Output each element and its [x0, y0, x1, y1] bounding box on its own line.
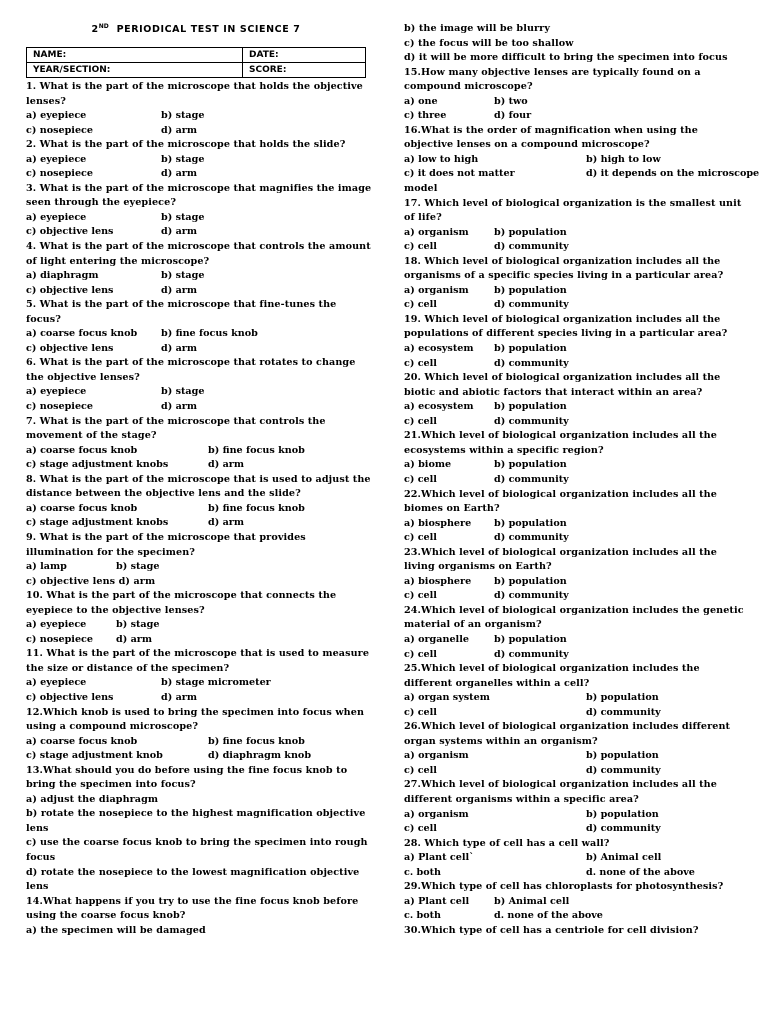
left-column: [26, 0, 372, 938]
answer-choice[interactable]: a) lamp: [26, 561, 67, 573]
answer-choice[interactable]: a) ecosystem: [404, 343, 474, 355]
question-line: organisms of a specific species living in a particular area?: [404, 270, 724, 282]
answer-choice[interactable]: b) Animal cell: [586, 852, 662, 864]
question-line: 13.What should you do before using the fine focus knob to: [26, 764, 348, 776]
answer-choice[interactable]: c) cell: [404, 415, 437, 427]
question-line: b) rotate the nosepiece to the highest magnification objective: [26, 808, 366, 820]
answer-options-row: [404, 167, 760, 182]
answer-options-row: [404, 589, 744, 604]
question-line: of light entering the microscope?: [26, 255, 210, 267]
answer-options-row: [404, 909, 744, 924]
question-line: 7. What is the part of the microscope that controls the: [26, 415, 326, 427]
question-line: different organisms within a specific area?: [404, 793, 639, 805]
question-line: biomes on Earth?: [404, 503, 500, 515]
answer-options-row: [404, 458, 744, 473]
answer-options-row: [26, 516, 366, 531]
answer-choice[interactable]: a) eyepiece: [26, 386, 87, 398]
answer-choice[interactable]: b) fine focus knob: [208, 735, 305, 747]
answer-options-row: [26, 284, 366, 299]
question-line: 25.Which level of biological organization includes the: [404, 663, 700, 675]
answer-choice[interactable]: c) cell: [404, 357, 437, 369]
left-questions: [26, 80, 372, 938]
question-line: 21.Which level of biological organization includes all the: [404, 430, 717, 442]
answer-choice[interactable]: c) three: [404, 110, 447, 122]
date-field[interactable]: DATE:: [243, 48, 366, 63]
question-line: lens: [26, 881, 49, 893]
answer-options-row: [26, 676, 366, 691]
answer-options-row: [404, 226, 744, 241]
question-line: the objective lenses?: [26, 371, 140, 383]
student-info-table: [26, 47, 366, 78]
answer-choice[interactable]: c) cell: [404, 764, 437, 776]
answer-options-row: [404, 109, 744, 124]
answer-choice[interactable]: b) stage micrometer: [161, 677, 271, 689]
answer-choice[interactable]: d) arm: [161, 691, 198, 703]
answer-choice[interactable]: a) biosphere: [404, 517, 472, 529]
answer-choice[interactable]: a) coarse focus knob: [26, 502, 138, 514]
question-line: 11. What is the part of the microscope that is used to measure: [26, 648, 370, 660]
question-line: populations of different species living in a particular area?: [404, 328, 728, 340]
answer-choice[interactable]: c) cell: [404, 706, 437, 718]
answer-options-row: [404, 575, 744, 590]
answer-options-row: [26, 400, 366, 415]
answer-options-row: [26, 225, 366, 240]
answer-choice[interactable]: b) Animal cell: [494, 895, 570, 907]
question-line: bring the specimen into focus?: [26, 779, 196, 791]
answer-options-row: [404, 895, 744, 910]
answer-choice[interactable]: a) biome: [404, 459, 452, 471]
answer-options-row: [26, 735, 366, 750]
answer-choice[interactable]: c) cell: [404, 299, 437, 311]
answer-choice[interactable]: a) eyepiece: [26, 153, 87, 165]
answer-choice[interactable]: c) objective lens: [26, 691, 114, 703]
year-section-field[interactable]: YEAR/SECTION:: [27, 63, 243, 78]
answer-choice[interactable]: b) stage: [161, 211, 205, 223]
answer-choice[interactable]: d) it depends on the microscope: [586, 168, 760, 180]
answer-choice[interactable]: a) eyepiece: [26, 619, 87, 631]
answer-choice[interactable]: d) community: [494, 532, 569, 544]
answer-choice[interactable]: a) biosphere: [404, 575, 472, 587]
answer-choice[interactable]: d) arm: [116, 633, 153, 645]
question-line: 9. What is the part of the microscope that provides: [26, 531, 306, 543]
answer-choice[interactable]: b) stage: [161, 386, 205, 398]
question-line: c) objective lens d) arm: [26, 575, 156, 587]
question-line: 20. Which level of biological organization includes all the: [404, 372, 721, 384]
answer-options-row: [404, 706, 744, 721]
score-field[interactable]: SCORE:: [243, 63, 366, 78]
answer-choice[interactable]: b) stage: [161, 110, 205, 122]
answer-choice[interactable]: b) population: [494, 575, 567, 587]
answer-options-row: [404, 400, 744, 415]
answer-choice[interactable]: d) community: [586, 764, 661, 776]
answer-choice[interactable]: b) population: [494, 343, 567, 355]
question-line: distance between the objective lens and the slide?: [26, 488, 301, 500]
answer-choice[interactable]: a) Plant cell`: [404, 852, 474, 864]
answer-options-row: [404, 415, 744, 430]
answer-choice[interactable]: b) two: [494, 95, 528, 107]
answer-choice[interactable]: d) community: [494, 241, 569, 253]
answer-options-row: [404, 633, 744, 648]
answer-options-row: [26, 269, 366, 284]
answer-choice[interactable]: d) community: [494, 299, 569, 311]
question-line: 12.Which knob is used to bring the specimen into focus when: [26, 706, 365, 718]
answer-options-row: [26, 385, 366, 400]
question-line: focus: [26, 851, 56, 863]
answer-options-row: [404, 851, 744, 866]
question-line: d) it will be more difficult to bring the specimen into focus: [404, 52, 728, 64]
question-line: lens: [26, 822, 49, 834]
name-field[interactable]: NAME:: [27, 48, 243, 63]
question-line: living organisms on Earth?: [404, 561, 552, 573]
answer-options-row: [404, 95, 744, 110]
answer-choice[interactable]: d) community: [494, 473, 569, 485]
question-line: ecosystems within a specific region?: [404, 444, 604, 456]
question-line: 26.Which level of biological organization includes different: [404, 721, 731, 733]
question-line: using the coarse focus knob?: [26, 910, 186, 922]
answer-options-row: [404, 822, 744, 837]
answer-options-row: [26, 502, 366, 517]
answer-choice[interactable]: c) it does not matter: [404, 168, 515, 180]
answer-options-row: [404, 342, 744, 357]
answer-options-row: [404, 240, 744, 255]
question-line: focus?: [26, 313, 61, 325]
answer-choice[interactable]: c. both: [404, 866, 442, 878]
answer-choice[interactable]: b) stage: [116, 619, 160, 631]
answer-options-row: [26, 167, 366, 182]
answer-options-row: [404, 866, 744, 881]
question-line: 27.Which level of biological organization includes all the: [404, 779, 717, 791]
answer-choice[interactable]: a) organelle: [404, 633, 469, 645]
question-line: 14.What happens if you try to use the fine focus knob before: [26, 895, 359, 907]
answer-choice[interactable]: b) population: [494, 284, 567, 296]
answer-choice[interactable]: b) fine focus knob: [161, 328, 258, 340]
answer-choice[interactable]: b) population: [494, 459, 567, 471]
answer-choice[interactable]: d) community: [586, 823, 661, 835]
question-line: movement of the stage?: [26, 430, 157, 442]
answer-choice[interactable]: c) objective lens: [26, 226, 114, 238]
answer-choice[interactable]: c) cell: [404, 473, 437, 485]
answer-options-row: [26, 749, 366, 764]
answer-choice[interactable]: c) nosepiece: [26, 168, 94, 180]
answer-choice[interactable]: a) diaphragm: [26, 270, 99, 282]
answer-options-row: [404, 357, 744, 372]
answer-choice[interactable]: a) eyepiece: [26, 211, 87, 223]
answer-choice[interactable]: d) arm: [161, 401, 198, 413]
answer-choice[interactable]: b) population: [494, 517, 567, 529]
question-line: organ systems within an organism?: [404, 735, 598, 747]
answer-options-row: [404, 764, 744, 779]
question-line: 29.Which type of cell has chloroplasts for photosynthesis?: [404, 881, 724, 893]
answer-choice[interactable]: a) coarse focus knob: [26, 735, 138, 747]
answer-choice[interactable]: a) one: [404, 95, 438, 107]
answer-options-row: [404, 298, 744, 313]
answer-choice[interactable]: a) low to high: [404, 153, 479, 165]
right-column: [404, 0, 760, 938]
answer-choice[interactable]: d. none of the above: [494, 910, 603, 922]
answer-options-row: [26, 618, 366, 633]
question-line: 15.How many objective lenses are typically found on a: [404, 66, 701, 78]
answer-choice[interactable]: c) stage adjustment knob: [26, 750, 163, 762]
answer-options-row: [26, 153, 366, 168]
answer-choice[interactable]: b) population: [494, 401, 567, 413]
question-line: 23.Which level of biological organization includes all the: [404, 546, 717, 558]
answer-options-row: [26, 124, 366, 139]
question-line: model: [404, 183, 438, 195]
answer-options-row: [404, 517, 744, 532]
question-line: 10. What is the part of the microscope that connects the: [26, 590, 337, 602]
answer-choice[interactable]: c) objective lens: [26, 284, 114, 296]
answer-choice[interactable]: b) population: [586, 750, 659, 762]
answer-options-row: [26, 560, 366, 575]
answer-options-row: [404, 153, 744, 168]
answer-choice[interactable]: a) eyepiece: [26, 677, 87, 689]
answer-choice[interactable]: b) population: [586, 692, 659, 704]
answer-options-row: [404, 284, 744, 299]
answer-choice[interactable]: d) community: [494, 415, 569, 427]
answer-choice[interactable]: a) ecosystem: [404, 401, 474, 413]
answer-choice[interactable]: d) community: [494, 357, 569, 369]
answer-choice[interactable]: d. none of the above: [586, 866, 695, 878]
answer-choice[interactable]: d) arm: [161, 342, 198, 354]
answer-choice[interactable]: b) stage: [116, 561, 160, 573]
answer-choice[interactable]: b) high to low: [586, 153, 661, 165]
answer-choice[interactable]: c) nosepiece: [26, 124, 94, 136]
answer-choice[interactable]: a) organ system: [404, 692, 490, 704]
answer-choice[interactable]: c) cell: [404, 241, 437, 253]
answer-choice[interactable]: a) coarse focus knob: [26, 444, 138, 456]
question-line: 3. What is the part of the microscope that magnifies the image: [26, 182, 372, 194]
right-questions: [404, 22, 760, 938]
test-title: 2ND PERIODICAL TEST IN SCIENCE 7: [91, 23, 301, 35]
question-line: a) the specimen will be damaged: [26, 924, 206, 936]
answer-options-row: [26, 109, 366, 124]
question-line: 17. Which level of biological organization is the smallest unit: [404, 197, 742, 209]
answer-choice[interactable]: d) arm: [161, 226, 198, 238]
question-line: biotic and abiotic factors that interact within an area?: [404, 386, 703, 398]
question-line: 2. What is the part of the microscope that holds the slide?: [26, 139, 346, 151]
answer-choice[interactable]: c) cell: [404, 532, 437, 544]
question-line: different organelles within a cell?: [404, 677, 590, 689]
answer-options-row: [26, 633, 366, 648]
answer-choice[interactable]: d) four: [494, 110, 532, 122]
answer-choice[interactable]: c) cell: [404, 590, 437, 602]
answer-choice[interactable]: b) stage: [161, 153, 205, 165]
answer-choice[interactable]: c) stage adjustment knobs: [26, 459, 169, 471]
answer-choice[interactable]: b) population: [494, 633, 567, 645]
answer-choice[interactable]: d) arm: [161, 284, 198, 296]
answer-choice[interactable]: b) population: [494, 226, 567, 238]
answer-choice[interactable]: a) organism: [404, 226, 469, 238]
answer-choice[interactable]: b) population: [586, 808, 659, 820]
question-line: 5. What is the part of the microscope that fine-tunes the: [26, 299, 337, 311]
question-line: illumination for the specimen?: [26, 546, 196, 558]
question-line: a) adjust the diaphragm: [26, 793, 159, 805]
question-line: d) rotate the nosepiece to the lowest magnification objective: [26, 866, 360, 878]
question-line: 1. What is the part of the microscope that holds the objective: [26, 81, 363, 92]
question-line: of life?: [404, 212, 442, 224]
question-line: 6. What is the part of the microscope that rotates to change: [26, 357, 356, 369]
question-line: 16.What is the order of magnification when using the: [404, 124, 698, 136]
answer-choice[interactable]: d) arm: [161, 124, 198, 136]
question-line: 8. What is the part of the microscope that is used to adjust the: [26, 473, 371, 485]
question-line: seen through the eyepiece?: [26, 197, 177, 209]
answer-choice[interactable]: d) community: [586, 706, 661, 718]
answer-options-row: [26, 211, 366, 226]
answer-options-row: [404, 808, 744, 823]
answer-choice[interactable]: d) arm: [208, 459, 245, 471]
answer-choice[interactable]: c) objective lens: [26, 342, 114, 354]
answer-choice[interactable]: a) organism: [404, 808, 469, 820]
question-line: 18. Which level of biological organization includes all the: [404, 255, 721, 267]
answer-choice[interactable]: b) fine focus knob: [208, 444, 305, 456]
answer-choice[interactable]: a) Plant cell: [404, 895, 470, 907]
question-line: 24.Which level of biological organization includes the genetic: [404, 604, 744, 616]
question-line: c) use the coarse focus knob to bring the specimen into rough: [26, 837, 368, 849]
answer-options-row: [26, 327, 366, 342]
answer-choice[interactable]: d) arm: [161, 168, 198, 180]
answer-options-row: [404, 473, 744, 488]
answer-options-row: [404, 749, 744, 764]
answer-options-row: [404, 531, 744, 546]
answer-choice[interactable]: c) nosepiece: [26, 401, 94, 413]
answer-choice[interactable]: a) organism: [404, 750, 469, 762]
answer-choice[interactable]: c) cell: [404, 823, 437, 835]
question-line: compound microscope?: [404, 81, 533, 93]
answer-options-row: [26, 458, 366, 473]
answer-choice[interactable]: b) stage: [161, 270, 205, 282]
answer-choice[interactable]: a) organism: [404, 284, 469, 296]
question-line: 19. Which level of biological organization includes all the: [404, 313, 721, 325]
question-line: using a compound microscope?: [26, 721, 199, 733]
answer-options-row: [26, 691, 366, 706]
answer-choice[interactable]: c) stage adjustment knobs: [26, 517, 169, 529]
answer-options-row: [26, 444, 366, 459]
answer-choice[interactable]: c. both: [404, 910, 442, 922]
answer-options-row: [404, 648, 744, 663]
answer-choice[interactable]: c) nosepiece: [26, 633, 94, 645]
question-line: lenses?: [26, 95, 66, 107]
question-line: c) the focus will be too shallow: [404, 37, 574, 49]
question-line: b) the image will be blurry: [404, 23, 550, 34]
question-line: 22.Which level of biological organization includes all the: [404, 488, 717, 500]
answer-choice[interactable]: a) coarse focus knob: [26, 328, 138, 340]
answer-choice[interactable]: c) cell: [404, 648, 437, 660]
answer-choice[interactable]: b) fine focus knob: [208, 502, 305, 514]
answer-options-row: [404, 691, 744, 706]
answer-options-row: [26, 342, 366, 357]
answer-choice[interactable]: d) diaphragm knob: [208, 750, 312, 762]
answer-choice[interactable]: d) arm: [208, 517, 245, 529]
question-line: objective lenses on a compound microscope?: [404, 139, 650, 151]
answer-choice[interactable]: d) community: [494, 648, 569, 660]
question-line: 4. What is the part of the microscope that controls the amount: [26, 241, 371, 253]
question-line: eyepiece to the objective lenses?: [26, 604, 205, 616]
answer-choice[interactable]: a) eyepiece: [26, 110, 87, 122]
question-line: 28. Which type of cell has a cell wall?: [404, 837, 610, 849]
question-line: 30.Which type of cell has a centriole for cell division?: [404, 924, 699, 936]
answer-choice[interactable]: d) community: [494, 590, 569, 602]
question-line: the size or distance of the specimen?: [26, 662, 230, 674]
question-line: material of an organism?: [404, 619, 542, 631]
